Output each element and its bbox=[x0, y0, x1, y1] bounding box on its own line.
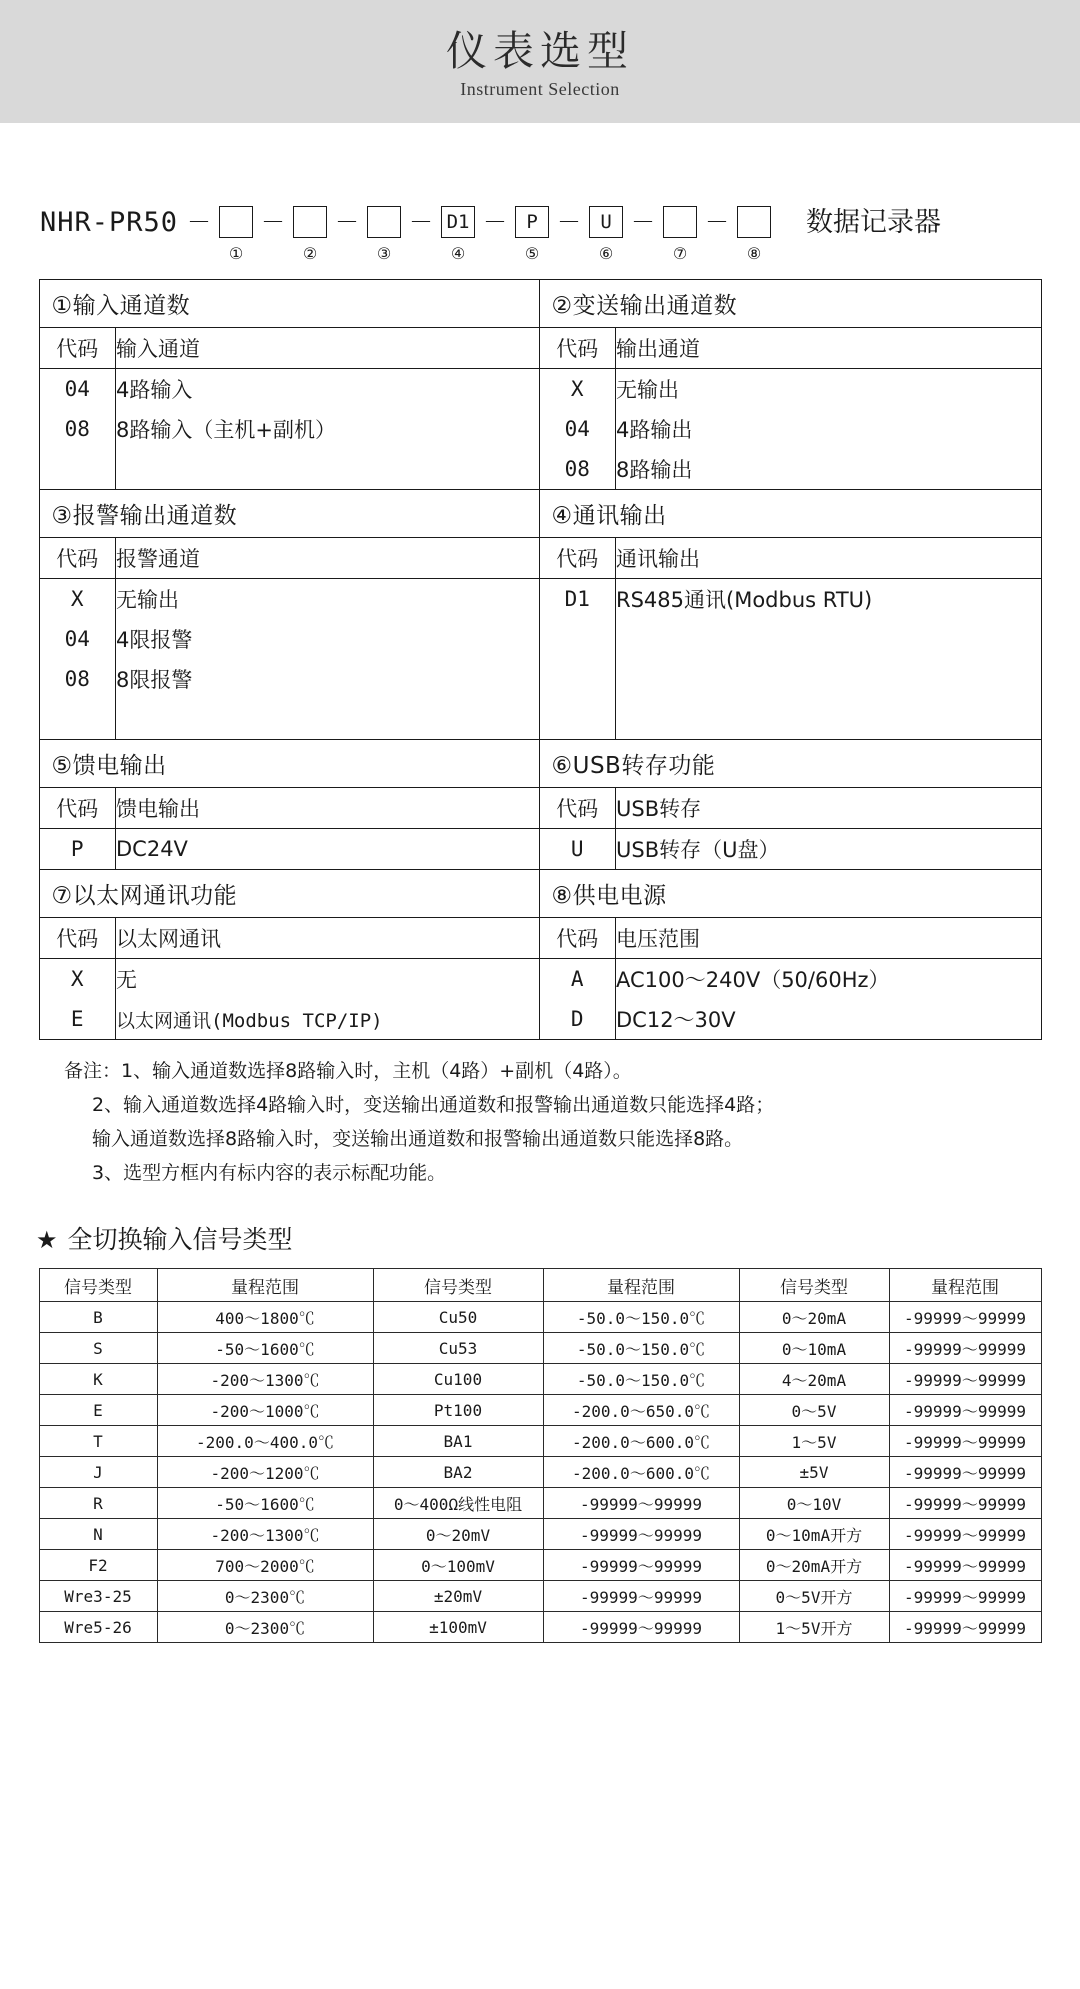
section-1-row-1-desc: 8路输入（主机+副机） bbox=[116, 418, 336, 442]
section-4-col-code: 代码 bbox=[540, 538, 616, 579]
section-6-title: ⑥USB转存功能 bbox=[539, 740, 1041, 788]
signal-cell: 0～10mA bbox=[739, 1333, 889, 1364]
table-row bbox=[39, 1488, 1041, 1519]
notes-block bbox=[0, 1054, 1080, 1190]
model-slot-8[interactable] bbox=[732, 201, 776, 263]
model-slot-5[interactable] bbox=[510, 201, 554, 263]
section-2-row-1-code: 04 bbox=[540, 409, 616, 449]
signal-cell: 700～2000℃ bbox=[157, 1550, 373, 1581]
notes-line-1 bbox=[64, 1054, 1080, 1088]
signal-cell: ±5V bbox=[739, 1457, 889, 1488]
table-row bbox=[39, 1519, 1041, 1550]
section-2-row-0-desc: 无输出 bbox=[616, 378, 679, 402]
model-suffix: 数据记录器 bbox=[806, 207, 942, 238]
signal-cell: -200～1300℃ bbox=[157, 1519, 373, 1550]
table-row bbox=[39, 1550, 1041, 1581]
banner-title-cn: 仪表选型 bbox=[446, 27, 634, 76]
section-2-title: ②变送输出通道数 bbox=[539, 280, 1041, 328]
table-row bbox=[39, 1581, 1041, 1612]
notes-label: 备注： bbox=[64, 1060, 122, 1082]
section-1-row-0-code: 04 bbox=[40, 369, 116, 410]
section-1-spacer-code bbox=[40, 449, 116, 489]
signal-cell: 0～20mV bbox=[373, 1519, 543, 1550]
section-2-col-code: 代码 bbox=[540, 328, 616, 369]
section-8-body bbox=[539, 918, 1041, 1040]
signal-cell: -50.0～150.0℃ bbox=[543, 1302, 739, 1333]
model-slot-6[interactable] bbox=[584, 201, 628, 263]
model-slot-5-index: ⑤ bbox=[524, 244, 540, 263]
section-3-title: ③报警输出通道数 bbox=[39, 490, 539, 538]
signal-cell: -200.0～600.0℃ bbox=[543, 1457, 739, 1488]
table-row[interactable] bbox=[540, 449, 1041, 489]
signal-cell: -200.0～400.0℃ bbox=[157, 1426, 373, 1457]
signal-cell: N bbox=[39, 1519, 157, 1550]
section-3-body bbox=[39, 538, 539, 740]
signal-cell: -99999～99999 bbox=[889, 1426, 1041, 1457]
signal-cell: R bbox=[39, 1488, 157, 1519]
section-7-body bbox=[39, 918, 539, 1040]
table-row-spacer bbox=[40, 449, 539, 489]
table-row bbox=[39, 1302, 1041, 1333]
table-row[interactable] bbox=[40, 409, 539, 449]
section-8-col-desc: 电压范围 bbox=[616, 918, 1041, 959]
table-row[interactable] bbox=[40, 659, 539, 699]
model-slot-3[interactable] bbox=[362, 201, 406, 263]
signal-cell: Wre5-26 bbox=[39, 1612, 157, 1643]
table-row-spacer bbox=[40, 699, 539, 739]
section-8-title: ⑧供电电源 bbox=[539, 870, 1041, 918]
table-row bbox=[39, 918, 1041, 1040]
table-row bbox=[39, 1612, 1041, 1643]
signal-cell: 0～20mA bbox=[739, 1302, 889, 1333]
table-row[interactable] bbox=[40, 999, 539, 1039]
section-8-row-0-desc: AC100～240V（50/60Hz） bbox=[616, 968, 890, 992]
table-row bbox=[39, 870, 1041, 918]
section-5-row-0-code: P bbox=[40, 829, 116, 870]
table-row-spacer bbox=[540, 619, 1041, 659]
section-3-row-2-code: 08 bbox=[40, 659, 116, 699]
signal-cell: Wre3-25 bbox=[39, 1581, 157, 1612]
model-dash: － bbox=[187, 208, 212, 236]
signal-cell: -99999～99999 bbox=[889, 1550, 1041, 1581]
section-7-col-code: 代码 bbox=[40, 918, 116, 959]
section-1-title: ①输入通道数 bbox=[39, 280, 539, 328]
section-3-col-desc: 报警通道 bbox=[116, 538, 539, 579]
signal-header-4: 信号类型 bbox=[739, 1269, 889, 1302]
model-dash: － bbox=[631, 208, 656, 236]
model-slot-1-box[interactable] bbox=[219, 206, 253, 238]
signal-cell: J bbox=[39, 1457, 157, 1488]
signal-cell: ±20mV bbox=[373, 1581, 543, 1612]
signal-cell: 0～10V bbox=[739, 1488, 889, 1519]
signal-cell: -200～1300℃ bbox=[157, 1364, 373, 1395]
signal-cell: ±100mV bbox=[373, 1612, 543, 1643]
section-7-title: ⑦以太网通讯功能 bbox=[39, 870, 539, 918]
section-6-body bbox=[539, 788, 1041, 870]
signal-cell: 1～5V bbox=[739, 1426, 889, 1457]
table-row bbox=[39, 740, 1041, 788]
table-row[interactable] bbox=[540, 999, 1041, 1039]
model-slot-4[interactable] bbox=[436, 201, 480, 263]
signal-cell: -99999～99999 bbox=[543, 1488, 739, 1519]
model-slot-5-box[interactable]: P bbox=[515, 206, 549, 238]
signal-cell: 4～20mA bbox=[739, 1364, 889, 1395]
section-3-col-code: 代码 bbox=[40, 538, 116, 579]
signal-cell: -99999～99999 bbox=[889, 1581, 1041, 1612]
model-slot-6-box[interactable]: U bbox=[589, 206, 623, 238]
section-4-spacer-code-2 bbox=[540, 659, 616, 699]
section-5-col-code: 代码 bbox=[40, 788, 116, 829]
signal-cell: -99999～99999 bbox=[889, 1519, 1041, 1550]
model-dash: － bbox=[409, 208, 434, 236]
table-row bbox=[39, 328, 1041, 490]
signal-section-title-text: 全切换输入信号类型 bbox=[67, 1225, 293, 1254]
table-row-spacer bbox=[540, 659, 1041, 699]
model-slot-7[interactable] bbox=[658, 201, 702, 263]
signal-cell: 400～1800℃ bbox=[157, 1302, 373, 1333]
signal-cell: 0～400Ω线性电阻 bbox=[373, 1488, 543, 1519]
table-row bbox=[39, 1395, 1041, 1426]
signal-cell: K bbox=[39, 1364, 157, 1395]
table-row[interactable] bbox=[40, 959, 539, 1000]
signal-section-title bbox=[36, 1220, 1080, 1256]
section-4-body bbox=[539, 538, 1041, 740]
model-slot-4-box[interactable]: D1 bbox=[441, 206, 475, 238]
model-slot-8-index: ⑧ bbox=[746, 244, 762, 263]
section-3-row-0-desc: 无输出 bbox=[116, 588, 179, 612]
section-3-spacer-code bbox=[40, 699, 116, 739]
signal-cell: 0～100mV bbox=[373, 1550, 543, 1581]
section-8-col-code: 代码 bbox=[540, 918, 616, 959]
section-7-row-0-desc: 无 bbox=[116, 968, 137, 992]
table-row[interactable] bbox=[40, 829, 539, 870]
section-7-row-0-code: X bbox=[40, 959, 116, 1000]
section-2-row-2-code: 08 bbox=[540, 449, 616, 489]
section-3-row-2-desc: 8限报警 bbox=[116, 668, 193, 692]
section-2-col-desc: 输出通道 bbox=[616, 328, 1041, 369]
signal-cell: -50～1600℃ bbox=[157, 1333, 373, 1364]
table-row bbox=[39, 1457, 1041, 1488]
section-4-row-0-desc: RS485通讯(Modbus RTU) bbox=[616, 588, 873, 612]
signal-cell: -50.0～150.0℃ bbox=[543, 1364, 739, 1395]
signal-cell: -50.0～150.0℃ bbox=[543, 1333, 739, 1364]
signal-cell: 0～10mA开方 bbox=[739, 1519, 889, 1550]
signal-cell: 0～5V开方 bbox=[739, 1581, 889, 1612]
section-5-row-0-desc: DC24V bbox=[116, 837, 188, 861]
section-8-row-1-desc: DC12～30V bbox=[616, 1008, 736, 1032]
section-3-spacer-desc bbox=[116, 699, 539, 739]
table-row[interactable] bbox=[540, 829, 1041, 870]
selection-spec-table bbox=[39, 279, 1042, 1040]
signal-cell: -200.0～600.0℃ bbox=[543, 1426, 739, 1457]
model-slot-2[interactable] bbox=[288, 201, 332, 263]
model-slot-3-index: ③ bbox=[376, 244, 392, 263]
table-row[interactable] bbox=[540, 369, 1041, 410]
signal-cell: Pt100 bbox=[373, 1395, 543, 1426]
section-4-spacer-code-3 bbox=[540, 699, 616, 739]
signal-cell: 0～5V bbox=[739, 1395, 889, 1426]
notes-line-3: 输入通道数选择8路输入时，变送输出通道数和报警输出通道数只能选择8路。 bbox=[92, 1128, 744, 1150]
table-row bbox=[39, 788, 1041, 870]
model-code-line bbox=[40, 201, 941, 263]
signal-cell: -200～1200℃ bbox=[157, 1457, 373, 1488]
section-4-spacer-desc-1 bbox=[616, 619, 1041, 659]
section-7-col-desc: 以太网通讯 bbox=[116, 918, 539, 959]
table-row[interactable] bbox=[40, 369, 539, 410]
signal-cell: -99999～99999 bbox=[889, 1395, 1041, 1426]
section-4-col-desc: 通讯输出 bbox=[616, 538, 1041, 579]
table-row-spacer bbox=[540, 699, 1041, 739]
section-4-spacer-desc-2 bbox=[616, 659, 1041, 699]
model-slot-4-index: ④ bbox=[450, 244, 466, 263]
section-3-row-1-code: 04 bbox=[40, 619, 116, 659]
table-row[interactable] bbox=[40, 619, 539, 659]
section-6-row-0-code: U bbox=[540, 829, 616, 870]
signal-header-5: 量程范围 bbox=[889, 1269, 1041, 1302]
signal-cell: -99999～99999 bbox=[543, 1581, 739, 1612]
signal-header-1: 量程范围 bbox=[157, 1269, 373, 1302]
section-2-row-0-code: X bbox=[540, 369, 616, 410]
signal-cell: -99999～99999 bbox=[889, 1457, 1041, 1488]
notes-text-1: 1、输入通道数选择8路输入时，主机（4路）+副机（4路）。 bbox=[121, 1060, 632, 1082]
section-6-col-code: 代码 bbox=[540, 788, 616, 829]
table-row bbox=[39, 490, 1041, 538]
signal-cell: -200.0～650.0℃ bbox=[543, 1395, 739, 1426]
signal-header-0: 信号类型 bbox=[39, 1269, 157, 1302]
signal-cell: E bbox=[39, 1395, 157, 1426]
signal-cell: B bbox=[39, 1302, 157, 1333]
model-slot-3-box[interactable] bbox=[367, 206, 401, 238]
model-dash: － bbox=[705, 208, 730, 236]
table-row bbox=[39, 280, 1041, 328]
section-3-row-1-desc: 4限报警 bbox=[116, 628, 193, 652]
table-row[interactable] bbox=[540, 579, 1041, 620]
signal-cell: -99999～99999 bbox=[889, 1364, 1041, 1395]
section-1-col-code: 代码 bbox=[40, 328, 116, 369]
model-slot-6-index: ⑥ bbox=[598, 244, 614, 263]
section-2-body bbox=[539, 328, 1041, 490]
signal-cell: 0～2300℃ bbox=[157, 1581, 373, 1612]
signal-type-table bbox=[39, 1268, 1042, 1643]
section-4-spacer-desc-3 bbox=[616, 699, 1041, 739]
banner-title-en: Instrument Selection bbox=[460, 78, 620, 99]
table-row bbox=[39, 1426, 1041, 1457]
signal-cell: 0～2300℃ bbox=[157, 1612, 373, 1643]
section-5-title: ⑤馈电输出 bbox=[39, 740, 539, 788]
section-3-row-0-code: X bbox=[40, 579, 116, 620]
model-prefix: NHR-PR50 bbox=[40, 207, 179, 238]
signal-cell: S bbox=[39, 1333, 157, 1364]
signal-cell: 0～20mA开方 bbox=[739, 1550, 889, 1581]
table-row[interactable] bbox=[540, 959, 1041, 1000]
signal-cell: -99999～99999 bbox=[543, 1519, 739, 1550]
section-2-row-2-desc: 8路输出 bbox=[616, 458, 693, 482]
model-slot-2-box[interactable] bbox=[293, 206, 327, 238]
section-4-row-0-code: D1 bbox=[540, 579, 616, 620]
signal-cell: Cu100 bbox=[373, 1364, 543, 1395]
section-5-col-desc: 馈电输出 bbox=[116, 788, 539, 829]
section-7-row-1-code: E bbox=[40, 999, 116, 1039]
notes-line-2: 2、输入通道数选择4路输入时，变送输出通道数和报警输出通道数只能选择4路； bbox=[92, 1094, 775, 1116]
model-slot-7-index: ⑦ bbox=[672, 244, 688, 263]
section-6-col-desc: USB转存 bbox=[616, 788, 1041, 829]
section-1-row-0-desc: 4路输入 bbox=[116, 378, 193, 402]
model-slot-1-index: ① bbox=[228, 244, 244, 263]
signal-cell: BA1 bbox=[373, 1426, 543, 1457]
table-row bbox=[39, 1333, 1041, 1364]
signal-cell: -99999～99999 bbox=[889, 1302, 1041, 1333]
model-dash: － bbox=[557, 208, 582, 236]
section-1-body bbox=[39, 328, 539, 490]
section-8-row-1-code: D bbox=[540, 999, 616, 1039]
model-slot-1[interactable] bbox=[214, 201, 258, 263]
section-1-spacer-desc bbox=[116, 449, 539, 489]
section-8-row-0-code: A bbox=[540, 959, 616, 1000]
signal-cell: Cu50 bbox=[373, 1302, 543, 1333]
model-dash: － bbox=[261, 208, 286, 236]
signal-cell: T bbox=[39, 1426, 157, 1457]
notes-line-4: 3、选型方框内有标内容的表示标配功能。 bbox=[92, 1162, 447, 1184]
model-slot-8-box[interactable] bbox=[737, 206, 771, 238]
model-code-row bbox=[0, 201, 1080, 263]
signal-table-header-row bbox=[39, 1269, 1041, 1302]
signal-cell: -99999～99999 bbox=[889, 1488, 1041, 1519]
page-banner bbox=[0, 0, 1080, 123]
signal-cell: 1～5V开方 bbox=[739, 1612, 889, 1643]
section-6-row-0-desc: USB转存（U盘） bbox=[616, 838, 780, 862]
signal-cell: -99999～99999 bbox=[543, 1550, 739, 1581]
signal-cell: -99999～99999 bbox=[543, 1612, 739, 1643]
section-4-title: ④通讯输出 bbox=[539, 490, 1041, 538]
signal-cell: -200～1000℃ bbox=[157, 1395, 373, 1426]
table-row[interactable] bbox=[540, 409, 1041, 449]
signal-cell: -50～1600℃ bbox=[157, 1488, 373, 1519]
model-slot-7-box[interactable] bbox=[663, 206, 697, 238]
table-row bbox=[39, 538, 1041, 740]
signal-cell: Cu53 bbox=[373, 1333, 543, 1364]
section-1-col-desc: 输入通道 bbox=[116, 328, 539, 369]
section-4-spacer-code-1 bbox=[540, 619, 616, 659]
signal-cell: -99999～99999 bbox=[889, 1612, 1041, 1643]
signal-cell: -99999～99999 bbox=[889, 1333, 1041, 1364]
signal-header-3: 量程范围 bbox=[543, 1269, 739, 1302]
star-icon: ★ bbox=[36, 1226, 58, 1254]
section-1-row-1-code: 08 bbox=[40, 409, 116, 449]
section-2-row-1-desc: 4路输出 bbox=[616, 418, 693, 442]
signal-cell: F2 bbox=[39, 1550, 157, 1581]
signal-header-2: 信号类型 bbox=[373, 1269, 543, 1302]
signal-cell: BA2 bbox=[373, 1457, 543, 1488]
model-slot-2-index: ② bbox=[302, 244, 318, 263]
section-7-row-1-desc: 以太网通讯(Modbus TCP/IP) bbox=[116, 1009, 383, 1032]
model-dash: － bbox=[483, 208, 508, 236]
table-row[interactable] bbox=[40, 579, 539, 620]
model-dash: － bbox=[335, 208, 360, 236]
section-5-body bbox=[39, 788, 539, 870]
table-row bbox=[39, 1364, 1041, 1395]
